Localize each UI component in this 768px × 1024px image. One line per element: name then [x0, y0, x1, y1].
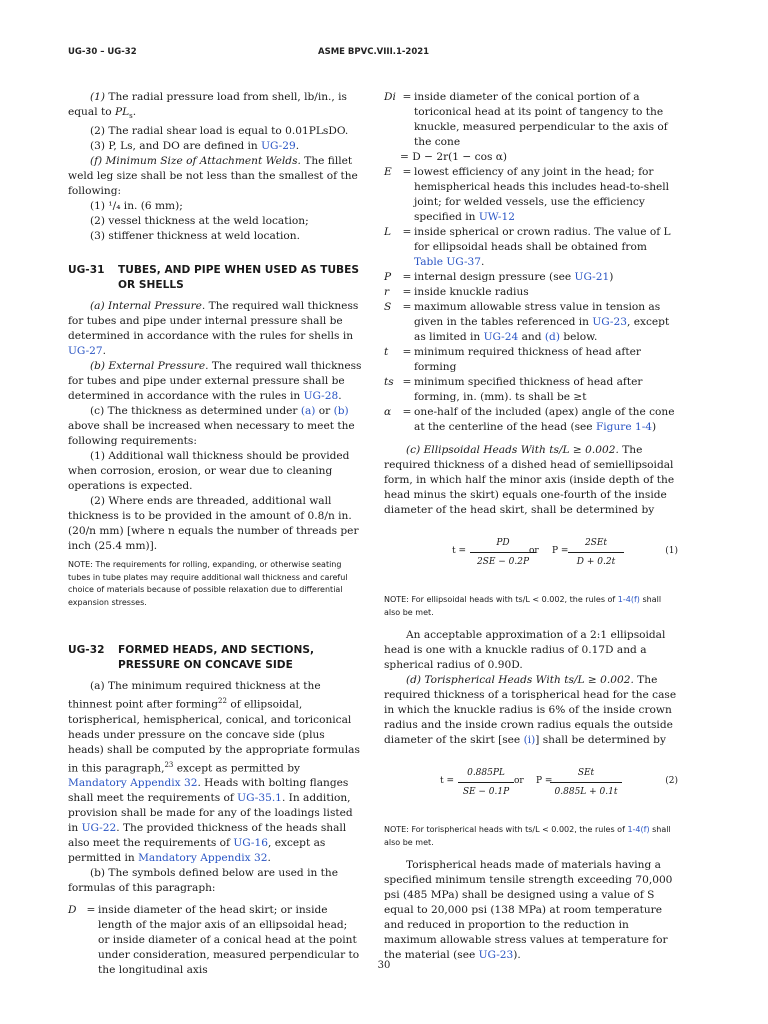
list-weld-2: (2) vessel thickness at the weld location;	[90, 215, 309, 228]
footnote-22[interactable]: 22	[218, 697, 227, 706]
running-head-left: UG-30 – UG-32	[68, 47, 137, 57]
para-thickness-increase: (c) The thickness as determined under (a) or (b) above shall be increased when necessary to meet the following requirements:	[68, 405, 355, 448]
link-uw12[interactable]: UW-12	[478, 211, 515, 223]
symbol-Di: Di = inside diameter of the conical portion of a toriconical head at its point of tangency to the knuckle, measured perpendicular to the axis of the cone	[384, 91, 668, 148]
symbol-L: L = inside spherical or crown radius. The value of L for ellipsoidal heads shall be obtained from Table UG-37.	[384, 226, 671, 268]
link-1-4f-b[interactable]: 1-4(f)	[627, 825, 650, 834]
equation-number-1: (1)	[665, 546, 678, 556]
list-weld-1: (1) ¹/₄ in. (6 mm);	[90, 200, 183, 213]
link-mandatory-appendix-32[interactable]: Mandatory Appendix 32	[68, 777, 198, 790]
link-figure-1-4[interactable]: Figure 1-4	[595, 421, 653, 433]
fraction-p-2: SEt 0.885L + 0.1t	[550, 766, 622, 800]
para-torispherical: (d) Torispherical Heads With ts/L ≥ 0.002. The required thickness of a torispherical head for the case in which the knuckle radius is 6% of the inside crown radius and the inside crown radius equals the outside diameter of the skirt [see (i)] shall be determined by	[384, 674, 677, 746]
link-mandatory-appendix-32b[interactable]: Mandatory Appendix 32	[138, 852, 268, 865]
left-column	[68, 90, 362, 978]
para-corrosion: (1) Additional wall thickness should be provided when corrosion, erosion, or wear due to cleaning operations is expected.	[68, 450, 350, 493]
heading-ug32: UG-32 FORMED HEADS, AND SECTIONS, PRESSURE ON CONCAVE SIDE	[68, 644, 314, 672]
para-approximation: An acceptable approximation of a 2:1 ellipsoidal head is one with a knuckle radius of 0.17D and a spherical radius of 0.90D.	[384, 629, 666, 671]
symbol-alpha: α = one-half of the included (apex) angle of the cone at the centerline of the head (see Figure 1-4)	[384, 406, 675, 433]
para-radial-shear: (2) The radial shear load is equal to 0.01PLsDO.	[90, 125, 349, 138]
para-ellipsoidal: (c) Ellipsoidal Heads With ts/L ≥ 0.002. The required thickness of a dished head of semiellipsoidal form, in which half the minor axis (inside depth of the head minus the skirt) equals one-fourth of the inside diameter of the head skirt, shall be determined by	[384, 444, 675, 516]
note-ellipsoidal: NOTE: For ellipsoidal heads with ts/L < 0.002, the rules of 1-4(f) shall also be met.	[384, 595, 662, 617]
para-high-strength: Torispherical heads made of materials having a specified minimum tensile strength exceeding 70,000 psi (485 MPa) shall be designed using a value of S equal to 20,000 psi (138 MPa) at room temperature and reduced in proportion to the reduction in maximum allowable stress values at temperature for the material (see UG-23).	[384, 859, 673, 961]
link-ug35-1[interactable]: UG-35.1	[237, 792, 282, 805]
para-internal-pressure: (a) Internal Pressure. The required wall thickness for tubes and pipe under internal pressure shall be determined in accordance with the rules for shells in UG-27.	[68, 300, 359, 358]
link-ug23-b[interactable]: UG-23	[478, 949, 514, 961]
link-a[interactable]: (a)	[300, 405, 316, 418]
link-ug21[interactable]: UG-21	[574, 271, 610, 283]
heading-ug31: UG-31 TUBES, AND PIPE WHEN USED AS TUBES OR SHELLS	[68, 264, 360, 292]
link-ug22[interactable]: UG-22	[81, 822, 117, 835]
para-defined-in: (3) P, Ls, and DO are defined in UG-29.	[90, 140, 300, 153]
link-i[interactable]: (i)	[523, 734, 536, 746]
para-weld-size: (f) Minimum Size of Attachment Welds. The fillet weld leg size shall be not less than the smallest of the following:	[68, 155, 358, 198]
symbol-E: E = lowest efficiency of any joint in the head; for hemispherical heads this includes head-to-shell joint; for welded vessels, use the efficiency specified in UW-12	[384, 166, 670, 223]
para-symbols: (b) The symbols defined below are used in the formulas of this paragraph:	[68, 867, 338, 895]
link-ug16[interactable]: UG-16	[233, 837, 268, 850]
link-ug27[interactable]: UG-27	[68, 345, 103, 358]
equation-number-2: (2)	[665, 776, 678, 786]
list-weld-3: (3) stiffener thickness at weld location.	[90, 230, 300, 243]
equation-2: t = $\frac{0.885PL}{SE - 0.1P}$ or P = SEt 0.885L + 0.1t (2)	[384, 762, 678, 814]
symbol-P: P = internal design pressure (see UG-21)	[384, 271, 614, 283]
right-column	[384, 90, 678, 963]
fraction-t-1: $\frac{PD}{2SE - 0.2P}$	[470, 536, 536, 570]
page-number: 30	[377, 960, 391, 971]
fraction-p-1: 2SEt D + 0.2t	[568, 536, 624, 570]
equation-1: t = $\frac{PD}{2SE - 0.2P}$ or P = 2SEt D + 0.2t (1)	[384, 532, 678, 584]
para-external-pressure: (b) External Pressure. The required wall thickness for tubes and pipe under external pressure shall be determined in accordance with the rules in UG-28.	[68, 360, 362, 403]
link-ug29[interactable]: UG-29	[261, 140, 296, 153]
link-1-4f[interactable]: 1-4(f)	[617, 595, 640, 604]
footnote-23[interactable]: 23	[164, 760, 174, 769]
fraction-t-2: $\frac{0.885PL}{SE - 0.1P}$	[458, 766, 514, 800]
symbol-S: S = maximum allowable stress value in tension as given in the tables referenced in UG-23, except as limited in UG-24 and (d) below.	[384, 301, 670, 343]
symbol-r: r = inside knuckle radius	[384, 286, 529, 298]
link-ug23[interactable]: UG-23	[592, 316, 627, 328]
link-d[interactable]: (d)	[544, 331, 560, 343]
link-table-ug37[interactable]: Table UG-37	[414, 256, 482, 268]
para-radial-load: (1) The radial pressure load from shell, lb/in., is equal to $PL_s$.	[68, 91, 347, 121]
running-head-center: ASME BPVC.VIII.1-2021	[318, 47, 430, 57]
para-min-thickness: (a) The minimum required thickness at the thinnest point after forming$^{22}$ of ellipsoidal, torispherical, hemispherical, conical, and toriconical heads under pressure on the concave side (plus heads) shall be computed by the appropriate formulas in this paragraph,$^{23}$ except as permitted by Mandatory Appendix 32. Heads with bolting flanges shall meet the requirements of UG-35.1. In addition, provision shall be made for any of the loadings listed in UG-22. The provided thickness of the heads shall also meet the requirements of UG-16, except as permitted in Mandatory Appendix 32.	[68, 680, 360, 865]
note-torispherical: NOTE: For torispherical heads with ts/L < 0.002, the rules of 1-4(f) shall also be met.	[384, 825, 671, 847]
symbol-D: D = inside diameter of the head skirt; or inside length of the major axis of an ellipsoidal head; or inside diameter of a conical head at the point under consideration, measured perpendicular to the longitudinal axis	[68, 904, 360, 977]
symbol-t: t = minimum required thickness of head after forming	[384, 346, 641, 373]
note-rolling: NOTE: The requirements for rolling, expanding, or otherwise seating tubes in tube plates may require additional wall thickness and careful choice of materials because of possible relaxation due to differential expansion stresses.	[68, 560, 348, 607]
link-ug24[interactable]: UG-24	[483, 331, 519, 343]
para-threaded: (2) Where ends are threaded, additional wall thickness is to be provided in the amount of 0.8/n in. (20/n mm) [where n equals the number of threads per inch (25.4 mm)].	[68, 495, 359, 553]
symbol-ts: ts = minimum specified thickness of head after forming, in. (mm). ts shall be ≥t	[384, 376, 643, 403]
symbol-Di-eq: = D − 2r(1 − cos α)	[400, 151, 508, 163]
link-ug28[interactable]: UG-28	[303, 390, 339, 403]
link-b[interactable]: (b)	[333, 405, 349, 418]
